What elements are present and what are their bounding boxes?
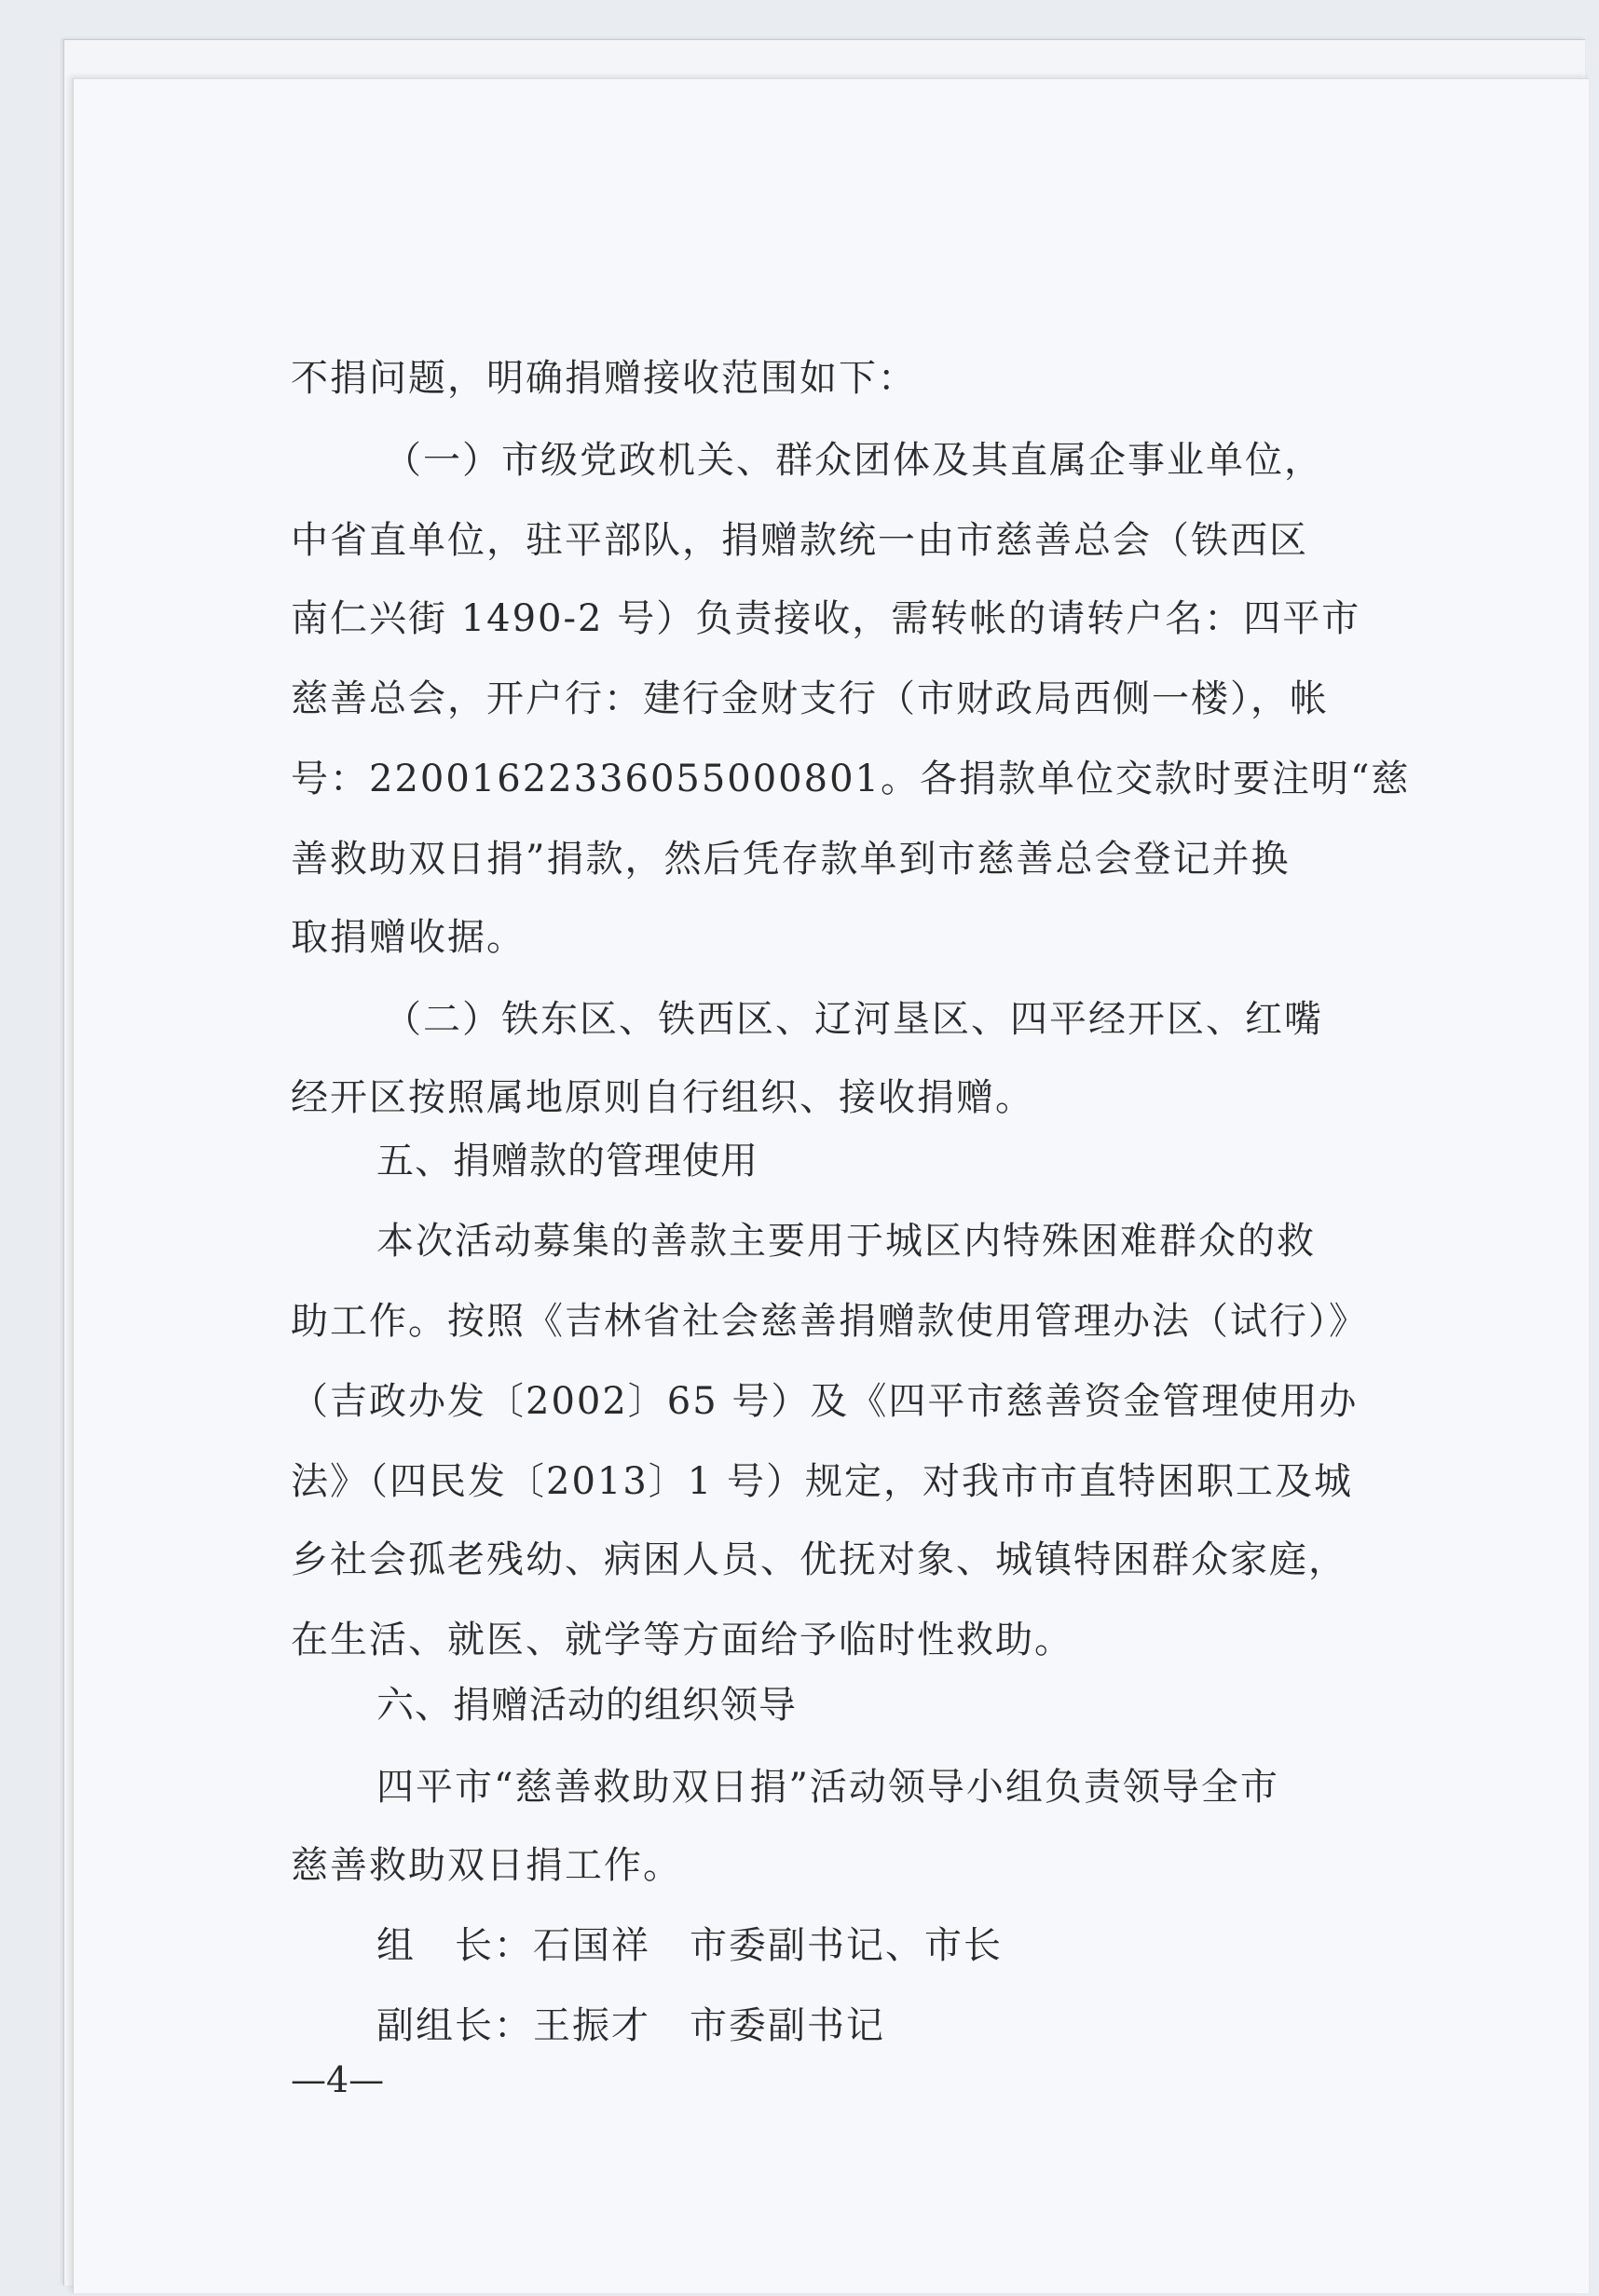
text-line: 南仁兴街 1490-2 号）负责接收，需转帐的请转户名：四平市 [291, 597, 1361, 640]
text-line: 不捐问题，明确捐赠接收范围如下： [291, 357, 917, 400]
text-line: 慈善救助双日捐工作。 [291, 1844, 682, 1887]
text-line: （吉政办发〔2002〕65 号）及《四平市慈善资金管理使用办 [291, 1380, 1359, 1423]
text-line: 在生活、就医、就学等方面给予临时性救助。 [291, 1619, 1073, 1661]
text-line: 四平市“慈善救助双日捐”活动领导小组负责领导全市 [376, 1766, 1279, 1809]
leader-line-2: 副组长：王振才 市委副书记 [376, 2004, 885, 2047]
text-line: 助工作。按照《吉林省社会慈善捐赠款使用管理办法（试行）》 [291, 1300, 1368, 1343]
list-item-2: （二）铁东区、铁西区、辽河垦区、四平经开区、红嘴 [384, 998, 1323, 1041]
text-line: 取捐赠收据。 [291, 916, 526, 959]
text-line: 乡社会孤老残幼、病困人员、优抚对象、城镇特困群众家庭， [291, 1538, 1347, 1581]
list-item-1: （一）市级党政机关、群众团体及其直属企事业单位， [384, 439, 1323, 482]
section-heading-6: 六、捐赠活动的组织领导 [376, 1684, 797, 1727]
text-line: 号：22001622336055000801。各捐款单位交款时要注明“慈 [291, 758, 1411, 800]
text-line: 善救助双日捐”捐款，然后凭存款单到市慈善总会登记并换 [291, 838, 1291, 881]
text-line: 中省直单位，驻平部队，捐赠款统一由市慈善总会（铁西区 [291, 519, 1308, 562]
text-line: 慈善总会，开户行：建行金财支行（市财政局西侧一楼），帐 [291, 677, 1329, 720]
text-line: 经开区按照属地原则自行组织、接收捐赠。 [291, 1076, 1034, 1119]
page-number: —4— [291, 2059, 385, 2100]
section-heading-5: 五、捐赠款的管理使用 [376, 1140, 758, 1182]
leader-line-1: 组 长：石国祥 市委副书记、市长 [376, 1924, 1003, 1967]
text-line: 法》（四民发〔2013〕1 号）规定，对我市市直特困职工及城 [291, 1460, 1353, 1503]
text-line: 本次活动募集的善款主要用于城区内特殊困难群众的救 [376, 1220, 1316, 1263]
